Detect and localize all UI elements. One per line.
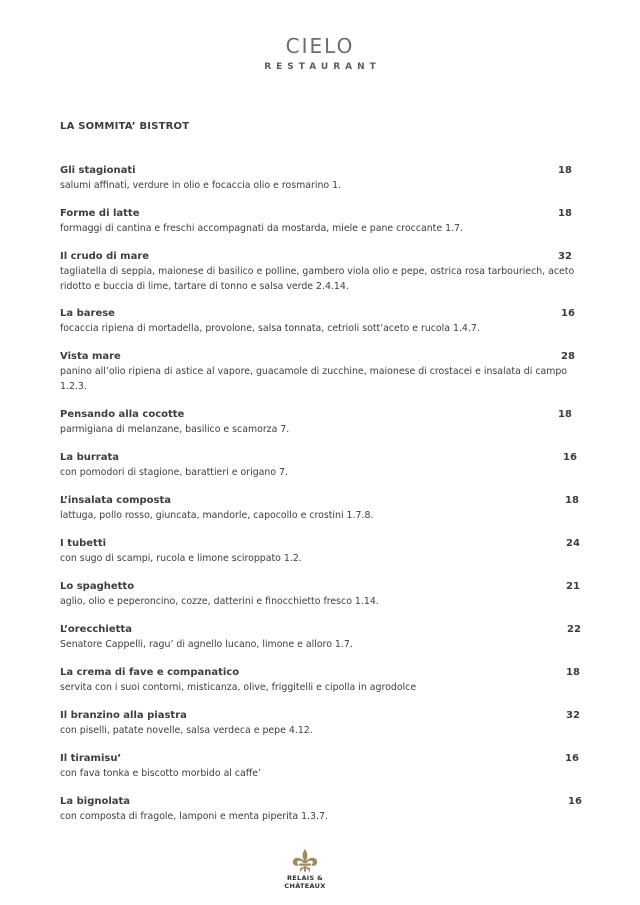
menu-item-description: con pomodori di stagione, barattieri e origano 7.	[60, 467, 288, 478]
menu-item	[60, 494, 580, 523]
menu-item-price: 18	[566, 667, 580, 678]
logo-text-line1: RELAIS &	[286, 874, 324, 882]
section-title: LA SOMMITA’ BISTROT	[60, 121, 190, 132]
menu-item	[60, 709, 580, 738]
menu-item	[60, 580, 580, 609]
menu-item	[60, 207, 580, 236]
fleur-de-lis-icon	[290, 848, 320, 874]
menu-item-name: Gli stagionati	[60, 165, 136, 176]
menu-item-name: I tubetti	[60, 538, 107, 549]
menu-item-price: 28	[561, 351, 575, 362]
brand-name: CIELO	[285, 34, 355, 58]
menu-item-name: L’orecchietta	[60, 624, 132, 635]
menu-item-price: 18	[558, 409, 572, 420]
relais-chateaux-logo	[280, 848, 330, 890]
menu-item	[60, 623, 580, 652]
menu-item-price: 21	[566, 581, 580, 592]
menu-item	[60, 795, 580, 824]
menu-item-price: 16	[563, 452, 577, 463]
menu-item-name: Forme di latte	[60, 208, 140, 219]
menu-item-description: panino all’olio ripiena di astice al vapore, guacamole di zucchine, maionese di crostacei e insalata di campo 1.2.3.	[60, 366, 568, 392]
menu-item-price: 16	[568, 796, 582, 807]
logo-text-line2: CHÂTEAUX	[284, 882, 326, 890]
menu-item	[60, 752, 580, 781]
menu-item	[60, 307, 580, 336]
menu-item-name: Il tiramisu’	[60, 753, 122, 764]
menu-item-price: 22	[567, 624, 581, 635]
menu-item-description: focaccia ripiena di mortadella, provolone, salsa tonnata, cetrioli sott’aceto e rucola 1.4.7.	[60, 323, 480, 334]
menu-item-price: 18	[558, 165, 572, 176]
menu-item-price: 16	[565, 753, 579, 764]
restaurant-brand	[0, 34, 640, 72]
menu-item-name: La barese	[60, 308, 115, 319]
menu-item-name: Vista mare	[60, 351, 121, 362]
menu-item-price: 24	[566, 538, 580, 549]
menu-item-price: 18	[565, 495, 579, 506]
menu-item-price: 16	[561, 308, 575, 319]
menu-item-description: con fava tonka e biscotto morbido al caffe’	[60, 768, 261, 779]
menu-item-description: lattuga, pollo rosso, giuncata, mandorle, capocollo e crostini 1.7.8.	[60, 510, 374, 521]
menu-item-description: aglio, olio e peperoncino, cozze, datterini e finocchietto fresco 1.14.	[60, 596, 379, 607]
menu-item	[60, 537, 580, 566]
menu-item-price: 32	[566, 710, 580, 721]
menu-item-name: L’insalata composta	[60, 495, 172, 506]
menu-item-description: formaggi di cantina e freschi accompagnati da mostarda, miele e pane croccante 1.7.	[60, 223, 463, 234]
menu-item-name: Pensando alla cocotte	[60, 409, 185, 420]
menu-item-price: 18	[558, 208, 572, 219]
brand-subtitle: RESTAURANT	[264, 62, 381, 72]
menu-item-name: La crema di fave e companatico	[60, 667, 240, 678]
menu-item-price: 32	[558, 251, 572, 262]
menu-item	[60, 666, 580, 695]
menu-item	[60, 250, 580, 294]
menu-item-description: tagliatella di seppia, maionese di basilico e polline, gambero viola olio e pepe, ostrica rosa tarbouriech, aceto ridotto e buccia di lime, tartare di tonno e salsa verde 2.4.14.	[60, 266, 575, 292]
menu-item-name: La burrata	[60, 452, 120, 463]
menu-item-name: Lo spaghetto	[60, 581, 135, 592]
menu-item-description: con sugo di scampi, rucola e limone sciroppato 1.2.	[60, 553, 302, 564]
menu-item-name: La bignolata	[60, 796, 131, 807]
menu-item-description: parmigiana di melanzane, basilico e scamorza 7.	[60, 424, 290, 435]
menu-item-name: Il crudo di mare	[60, 251, 150, 262]
menu-item-description: Senatore Cappelli, ragu’ di agnello lucano, limone e alloro 1.7.	[60, 639, 353, 650]
menu-item-description: servita con i suoi contorni, misticanza, olive, friggitelli e cipolla in agrodolce	[60, 682, 417, 693]
menu-item-description: con piselli, patate novelle, salsa verdeca e pepe 4.12.	[60, 725, 313, 736]
menu-item	[60, 451, 580, 480]
menu-item	[60, 408, 580, 437]
menu-item-description: con composta di fragole, lamponi e menta piperita 1.3.7.	[60, 811, 328, 822]
menu-item-name: Il branzino alla piastra	[60, 710, 187, 721]
menu-item	[60, 164, 580, 193]
menu-item-description: salumi affinati, verdure in olio e focaccia olio e rosmarino 1.	[60, 180, 342, 191]
menu-item	[60, 350, 580, 394]
